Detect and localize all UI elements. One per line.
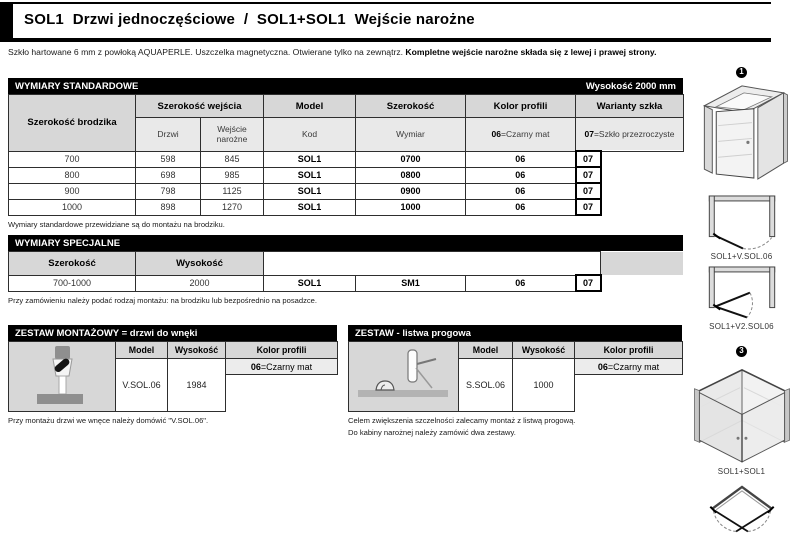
cell-kolor: 06 xyxy=(466,199,576,215)
cell-szklo: 07 xyxy=(576,183,601,199)
header-brodzik: Szerokość brodzika xyxy=(9,95,136,152)
cell-wymiar: 1000 xyxy=(356,199,466,215)
cell-drzwi: 898 xyxy=(136,199,201,215)
diagram-label-3: SOL1+SOL1 xyxy=(717,466,766,476)
header-szerokosc: Szerokość xyxy=(356,95,466,118)
kolor-code: 06 xyxy=(491,129,502,140)
badge-3: 3 xyxy=(736,346,747,357)
corner-entry-3d-icon xyxy=(687,359,797,464)
cell-kolor: 06 xyxy=(466,275,576,291)
cell-szklo: 07 xyxy=(576,199,601,215)
wall-profile-icon xyxy=(17,344,107,406)
threshold-kit-bar xyxy=(348,325,682,341)
cell-szklo: 07 xyxy=(576,167,601,183)
diagram-label-2: SOL1+V2.SOL06 xyxy=(709,321,774,331)
diagram-column xyxy=(683,60,800,543)
special-section-bar xyxy=(8,235,683,251)
standard-dimensions-table xyxy=(8,94,684,216)
cell-model: SOL1 xyxy=(264,151,356,167)
cell-wymiar: 0800 xyxy=(356,167,466,183)
title-underline xyxy=(0,38,771,42)
special-header-wysokosc: Wysokość xyxy=(136,252,264,276)
filler-cell xyxy=(601,167,684,183)
cell-kolor: 06 xyxy=(466,183,576,199)
kit-header-kolor: Kolor profili xyxy=(575,342,683,359)
mounting-kit-table xyxy=(8,341,338,412)
kit-wysokosc-value: 1984 xyxy=(168,359,226,412)
cell-wymiar: 0900 xyxy=(356,183,466,199)
description-bold: Kompletne wejście narożne składa się z lewej i prawej strony. xyxy=(405,47,657,57)
table-row xyxy=(9,151,684,167)
product-description xyxy=(8,47,756,58)
cell-wejscie: 1270 xyxy=(201,199,264,215)
standard-bar-title: WYMIARY STANDARDOWE xyxy=(15,80,139,92)
mounting-kit-note: Przy montażu drzwi we wnęce należy domówić "V.SOL.06". xyxy=(8,415,209,425)
cell-szklo: 07 xyxy=(576,151,601,167)
cell-wymiar: 0700 xyxy=(356,151,466,167)
cell-model: SOL1 xyxy=(264,183,356,199)
standard-bar-height: Wysokość 2000 mm xyxy=(585,80,676,92)
standard-dimensions-section xyxy=(8,78,683,230)
table-row xyxy=(9,183,684,199)
kit-header-wysokosc: Wysokość xyxy=(513,342,575,359)
cell-drzwi: 698 xyxy=(136,167,201,183)
glass-code: 07 xyxy=(584,129,594,139)
kolor-desc: =Czarny mat xyxy=(501,129,550,140)
badge-1: 1 xyxy=(736,67,747,78)
kit-header-model: Model xyxy=(459,342,513,359)
threshold-kit-title: ZESTAW - listwa progowa xyxy=(355,327,471,339)
cell-szerokosc: 700-1000 xyxy=(9,275,136,291)
standard-section-bar xyxy=(8,78,683,94)
special-dimensions-section xyxy=(8,235,683,306)
kolor-code: 06 xyxy=(597,361,608,372)
description-regular: Szkło hartowane 6 mm z powłoką AQUAPERLE. Uszczelka magnetyczna. Otwierane tylko na zewnątrz. xyxy=(8,47,406,57)
filler-cell xyxy=(226,375,338,412)
mounting-kit-section xyxy=(8,325,337,426)
cell-brodzik: 1000 xyxy=(9,199,136,215)
cell-model: SOL1 xyxy=(264,199,356,215)
cell-brodzik: 700 xyxy=(9,151,136,167)
mounting-kit-image-cell xyxy=(9,342,116,412)
corner-plan-view-icon xyxy=(704,482,780,543)
top-rule xyxy=(0,2,771,4)
table-row xyxy=(9,199,684,215)
kit-model-value: V.SOL.06 xyxy=(116,359,168,412)
cell-model: SOL1 xyxy=(264,167,356,183)
niche-plan-view-icon xyxy=(703,194,781,250)
niche-plan-view-v2-icon xyxy=(703,265,781,319)
kit-wysokosc-value: 1000 xyxy=(513,359,575,412)
cell-wysokosc: 2000 xyxy=(136,275,264,291)
threshold-kit-note-1: Celem zwiększenia szczelności zalecamy montaż z listwą progową. xyxy=(348,415,576,425)
threshold-kit-image-cell xyxy=(349,342,459,412)
filler-cell xyxy=(601,252,684,276)
mounting-kit-title: ZESTAW MONTAŻOWY = drzwi do wnęki xyxy=(15,327,198,339)
special-header-szerokosc: Szerokość xyxy=(9,252,136,276)
header-wejscie: Szerokość wejścia xyxy=(136,95,264,118)
special-note: Przy zamówieniu należy podać rodzaj montażu: na brodziku lub bezpośrednio na posadzce. xyxy=(8,296,317,305)
subheader-drzwi: Drzwi xyxy=(136,118,201,152)
kit-kolor-legend xyxy=(575,359,683,375)
kit-kolor-legend xyxy=(226,359,338,375)
special-dimensions-table xyxy=(8,251,684,292)
kit-model-value: S.SOL.06 xyxy=(459,359,513,412)
subheader-glass-legend xyxy=(576,118,684,152)
special-header-empty xyxy=(264,252,601,276)
header-warianty: Warianty szkła xyxy=(576,95,684,118)
cell-wymiar: SM1 xyxy=(356,275,466,291)
cell-kolor: 06 xyxy=(466,151,576,167)
cell-wejscie: 985 xyxy=(201,167,264,183)
cell-wejscie: 845 xyxy=(201,151,264,167)
subheader-kolor-legend xyxy=(466,118,576,152)
diagram-label-1: SOL1+V.SOL.06 xyxy=(710,252,773,262)
cell-drzwi: 598 xyxy=(136,151,201,167)
threshold-kit-table xyxy=(348,341,683,412)
subheader-wymiar: Wymiar xyxy=(356,118,466,152)
filler-cell xyxy=(601,183,684,199)
kit-header-kolor: Kolor profili xyxy=(226,342,338,359)
cell-drzwi: 798 xyxy=(136,183,201,199)
kolor-desc: =Czarny mat xyxy=(260,361,313,372)
filler-cell xyxy=(601,275,684,291)
kit-header-model: Model xyxy=(116,342,168,359)
threshold-kit-note-2: Do kabiny narożnej należy zamówić dwa zestawy. xyxy=(348,427,516,437)
cell-szklo: 07 xyxy=(576,275,601,291)
kolor-desc: =Czarny mat xyxy=(607,361,660,372)
special-bar-title: WYMIARY SPECJALNE xyxy=(15,237,121,249)
filler-cell xyxy=(575,375,683,412)
subheader-kod: Kod xyxy=(264,118,356,152)
header-kolor: Kolor profili xyxy=(466,95,576,118)
subheader-wejscie-narozne: Wejście narożne xyxy=(201,118,264,152)
header-model: Model xyxy=(264,95,356,118)
filler-cell xyxy=(601,199,684,215)
table-row xyxy=(9,167,684,183)
standard-note: Wymiary standardowe przewidziane są do montażu na brodziku. xyxy=(8,220,225,229)
glass-desc: =Szkło przezroczyste xyxy=(593,129,675,139)
cell-model: SOL1 xyxy=(264,275,356,291)
title-left-block xyxy=(0,4,13,38)
cell-brodzik: 900 xyxy=(9,183,136,199)
cell-brodzik: 800 xyxy=(9,167,136,183)
filler-cell xyxy=(601,151,684,167)
cell-wejscie: 1125 xyxy=(201,183,264,199)
threshold-kit-section xyxy=(348,325,682,438)
niche-door-3d-icon xyxy=(696,80,788,191)
cell-kolor: 06 xyxy=(466,167,576,183)
page-title: SOL1 Drzwi jednoczęściowe / SOL1+SOL1 Wejście narożne xyxy=(24,11,475,28)
kit-header-wysokosc: Wysokość xyxy=(168,342,226,359)
kolor-code: 06 xyxy=(250,361,261,372)
mounting-kit-bar xyxy=(8,325,337,341)
threshold-strip-icon xyxy=(356,344,452,406)
